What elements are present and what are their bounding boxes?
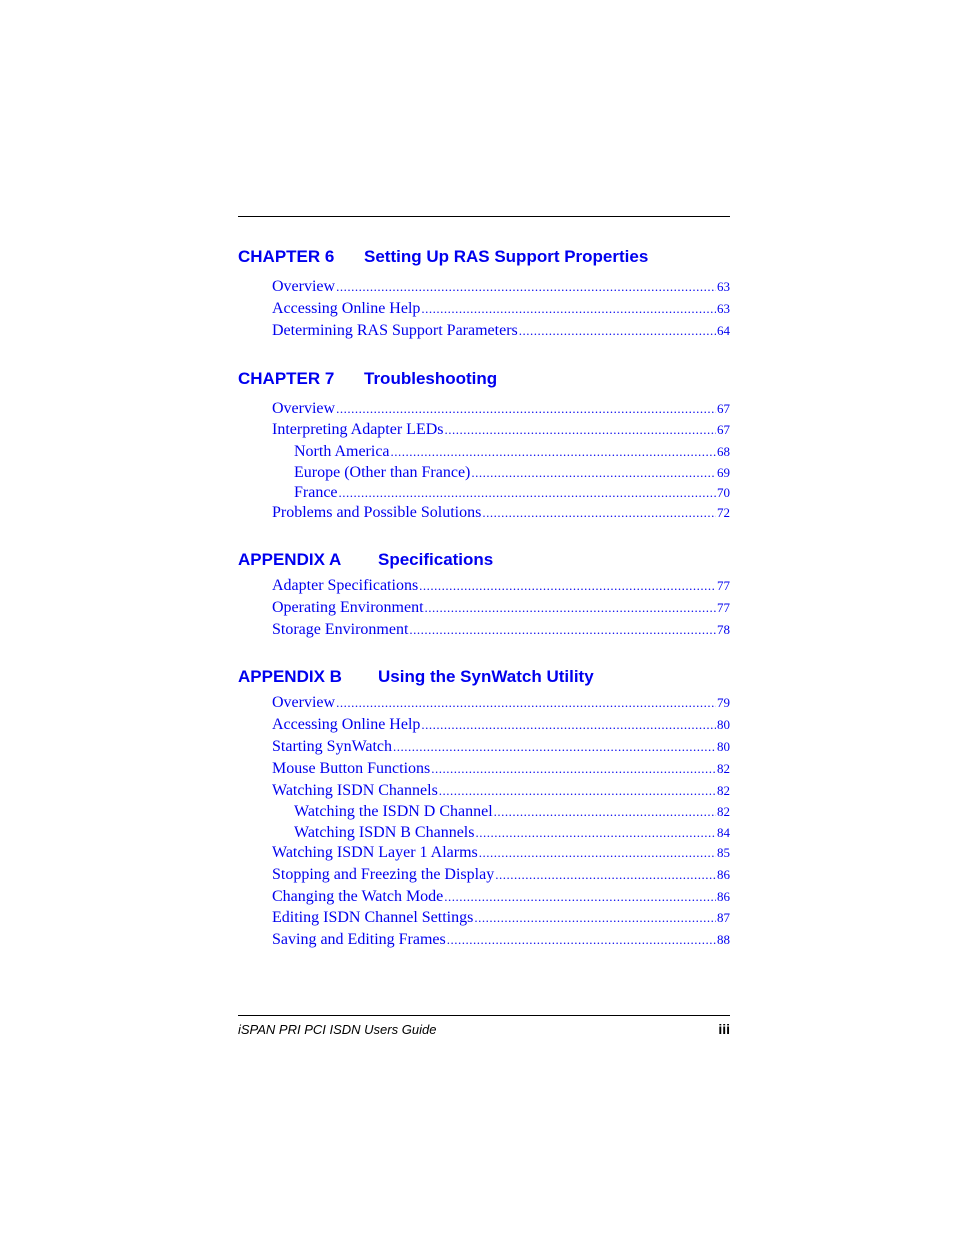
toc-entry-text: Accessing Online Help xyxy=(272,716,421,733)
section-heading[interactable] xyxy=(238,369,730,393)
toc-entry-page: 85 xyxy=(717,845,730,860)
toc-entry-page: 86 xyxy=(717,867,730,882)
toc-entry-text: Accessing Online Help xyxy=(272,300,421,317)
dot-leader xyxy=(474,908,716,928)
toc-entry[interactable] xyxy=(272,399,730,419)
toc-entry[interactable] xyxy=(272,781,730,801)
toc-entry-text: Overview xyxy=(272,400,336,417)
toc-entry-text: Mouse Button Functions xyxy=(272,760,431,777)
toc-entry-text: Editing ISDN Channel Settings xyxy=(272,909,474,926)
dot-leader xyxy=(494,802,716,822)
footer-document-title: iSPAN PRI PCI ISDN Users Guide xyxy=(238,1022,437,1037)
section-heading[interactable] xyxy=(238,667,730,691)
toc-entry-text: Watching ISDN B Channels xyxy=(294,824,475,841)
toc-entry[interactable] xyxy=(272,737,730,757)
toc-entry-text: Europe (Other than France) xyxy=(294,464,471,481)
toc-entry-text: Interpreting Adapter LEDs xyxy=(272,421,444,438)
toc-entry-text: Problems and Possible Solutions xyxy=(272,504,482,521)
section-label: CHAPTER 6 xyxy=(238,247,335,266)
toc-entry[interactable] xyxy=(272,598,730,618)
dot-leader xyxy=(447,930,716,950)
toc-entry-page: 67 xyxy=(717,422,730,437)
toc-entry-text: Changing the Watch Mode xyxy=(272,888,444,905)
toc-entry-text: Adapter Specifications xyxy=(272,577,419,594)
dot-leader xyxy=(519,321,716,341)
toc-entry-page: 82 xyxy=(717,783,730,798)
dot-leader xyxy=(391,442,716,462)
toc-entry[interactable] xyxy=(272,693,730,713)
toc-entry-page: 79 xyxy=(717,695,730,710)
dot-leader xyxy=(409,620,716,640)
dot-leader xyxy=(445,420,717,440)
section-title: Troubleshooting xyxy=(364,369,498,388)
toc-subentry[interactable] xyxy=(294,823,730,843)
dot-leader xyxy=(444,887,716,907)
toc-entry-page: 67 xyxy=(717,401,730,416)
dot-leader xyxy=(425,598,716,618)
dot-leader xyxy=(336,693,716,713)
toc-subentry[interactable] xyxy=(294,442,730,462)
section-label: APPENDIX A xyxy=(238,550,342,569)
dot-leader xyxy=(482,503,716,523)
toc-entry-page: 82 xyxy=(717,804,730,819)
dot-leader xyxy=(336,277,716,297)
toc-entry-page: 80 xyxy=(717,717,730,732)
toc-subentry[interactable] xyxy=(294,463,730,483)
toc-section-chapter-6 xyxy=(238,247,730,339)
toc-entry-text: Operating Environment xyxy=(272,599,424,616)
toc-entry-page: 72 xyxy=(717,505,730,520)
toc-entry-text: Storage Environment xyxy=(272,621,409,638)
toc-entry-page: 80 xyxy=(717,739,730,754)
toc-entry-text: Watching the ISDN D Channel xyxy=(294,803,493,820)
footer-rule xyxy=(238,1015,730,1016)
section-heading[interactable] xyxy=(238,550,730,574)
toc-entry-page: 88 xyxy=(717,932,730,947)
dot-leader xyxy=(421,299,716,319)
toc-entry-page: 77 xyxy=(717,600,730,615)
toc-entry-text: Starting SynWatch xyxy=(272,738,393,755)
toc-entry[interactable] xyxy=(272,321,730,341)
section-heading[interactable] xyxy=(238,247,730,271)
section-title: Using the SynWatch Utility xyxy=(378,667,594,686)
dot-leader xyxy=(475,823,716,843)
dot-leader xyxy=(419,576,716,596)
toc-entry-text: Stopping and Freezing the Display xyxy=(272,866,495,883)
dot-leader xyxy=(393,737,716,757)
section-label: CHAPTER 7 xyxy=(238,369,335,388)
toc-entry-text: France xyxy=(294,484,338,501)
toc-entry[interactable] xyxy=(272,908,730,928)
toc-entry[interactable] xyxy=(272,420,730,440)
dot-leader xyxy=(336,399,716,419)
toc-section-chapter-7 xyxy=(238,369,730,521)
section-title: Setting Up RAS Support Properties xyxy=(364,247,649,266)
toc-entry-text: Watching ISDN Layer 1 Alarms xyxy=(272,844,478,861)
toc-entry[interactable] xyxy=(272,620,730,640)
toc-entry-text: Overview xyxy=(272,694,336,711)
toc-entry-page: 70 xyxy=(717,485,730,500)
toc-entry[interactable] xyxy=(272,576,730,596)
toc-entry-page: 87 xyxy=(717,910,730,925)
toc-entry-page: 84 xyxy=(717,825,730,840)
toc-subentry[interactable] xyxy=(294,802,730,822)
toc-section-appendix-a xyxy=(238,550,730,638)
toc-subentry[interactable] xyxy=(294,483,730,503)
footer-page-number: iii xyxy=(718,1021,730,1037)
toc-entry-page: 63 xyxy=(717,279,730,294)
toc-entry[interactable] xyxy=(272,759,730,779)
dot-leader xyxy=(471,463,716,483)
toc-section-appendix-b xyxy=(238,667,730,948)
toc-entry-page: 78 xyxy=(717,622,730,637)
toc-entry[interactable] xyxy=(272,503,730,523)
toc-entry[interactable] xyxy=(272,887,730,907)
toc-entry-text: Watching ISDN Channels xyxy=(272,782,438,799)
dot-leader xyxy=(339,483,716,503)
toc-entry[interactable] xyxy=(272,930,730,950)
toc-entry-page: 63 xyxy=(717,301,730,316)
toc-entry-page: 77 xyxy=(717,578,730,593)
toc-entry-text: Overview xyxy=(272,278,336,295)
toc-entry[interactable] xyxy=(272,277,730,297)
toc-entry-page: 86 xyxy=(717,889,730,904)
toc-entry-text: Saving and Editing Frames xyxy=(272,931,446,948)
toc-entry-page: 69 xyxy=(717,465,730,480)
toc-entry-page: 82 xyxy=(717,761,730,776)
toc-entry[interactable] xyxy=(272,715,730,735)
header-rule xyxy=(238,216,730,217)
dot-leader xyxy=(495,865,716,885)
toc-entry-text: North America xyxy=(294,443,390,460)
dot-leader xyxy=(439,781,716,801)
dot-leader xyxy=(421,715,716,735)
toc-entry-page: 64 xyxy=(717,323,730,338)
dot-leader xyxy=(431,759,716,779)
toc-entry[interactable] xyxy=(272,865,730,885)
section-label: APPENDIX B xyxy=(238,667,342,686)
toc-entry[interactable] xyxy=(272,843,730,863)
dot-leader xyxy=(479,843,716,863)
toc-entry-text: Determining RAS Support Parameters xyxy=(272,322,518,339)
section-title: Specifications xyxy=(378,550,494,569)
toc-entry[interactable] xyxy=(272,299,730,319)
toc-entry-page: 68 xyxy=(717,444,730,459)
